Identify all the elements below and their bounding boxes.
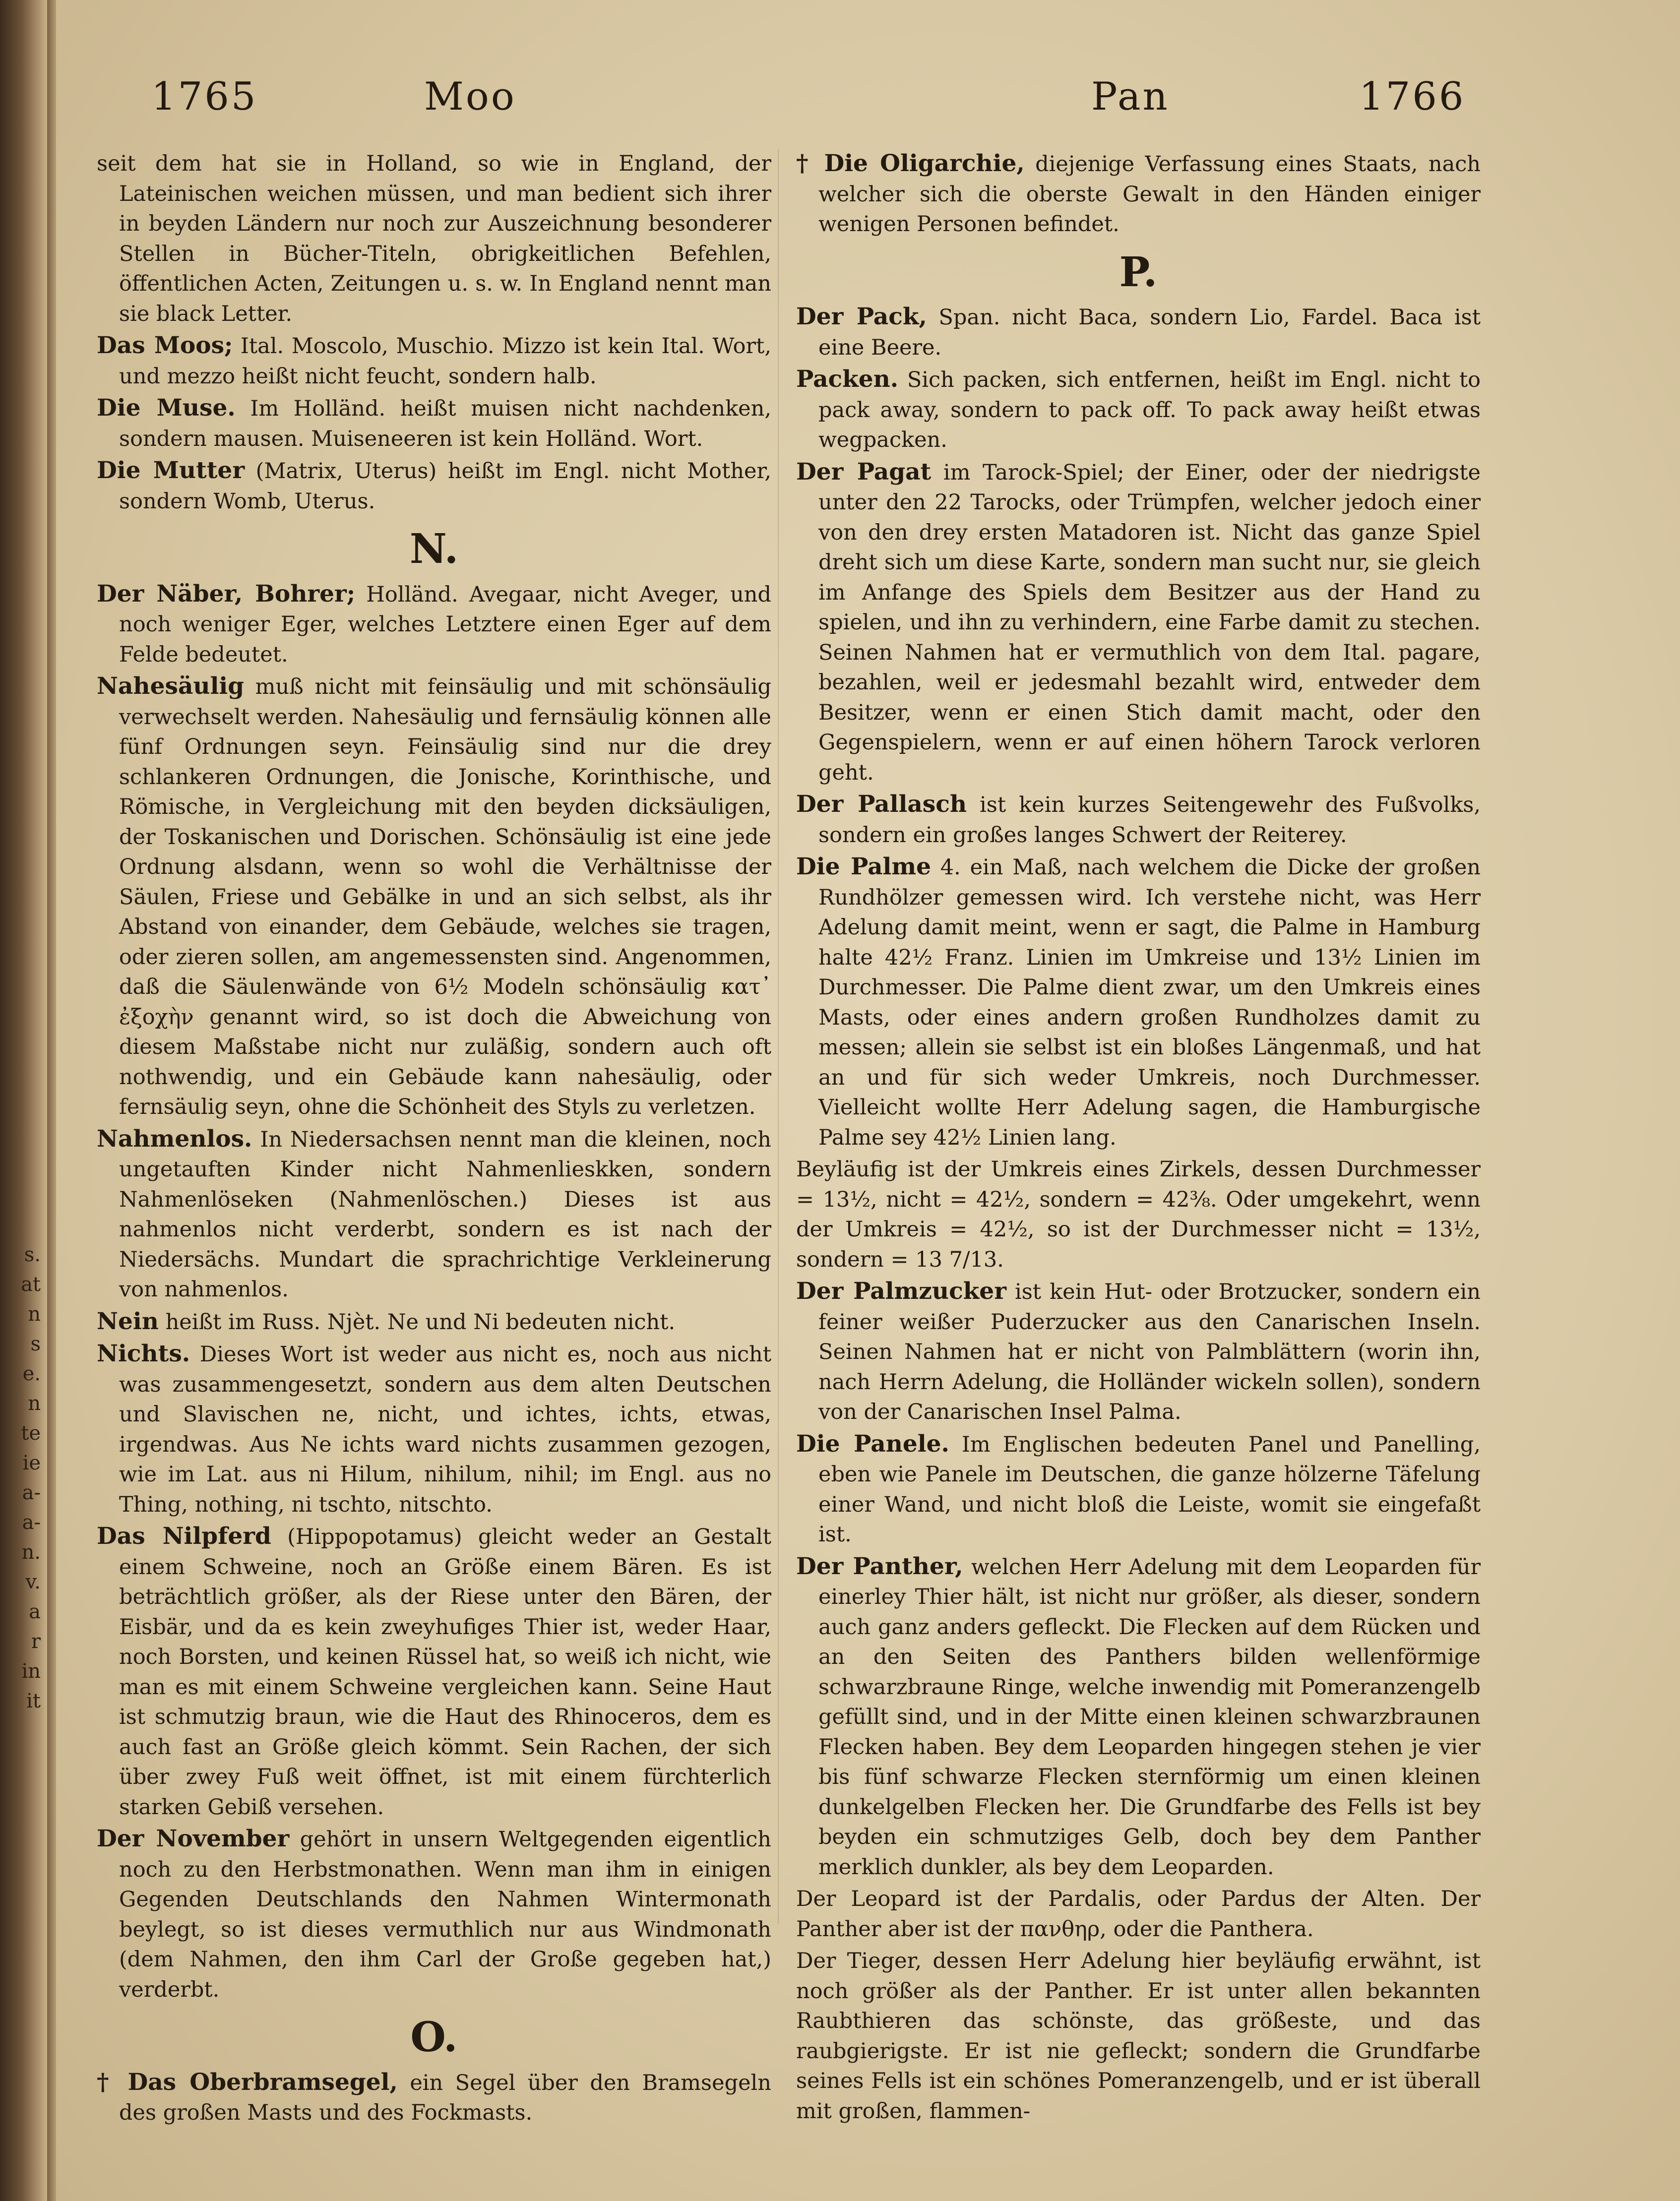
margin-fragment-line: v. [25, 1571, 41, 1593]
margin-fragment-line: a- [22, 1511, 41, 1534]
left-page-number: 1765 [151, 74, 258, 119]
dictionary-entry [796, 1277, 1481, 1427]
entry-text: Beyläufig ist der Umkreis eines Zirkels, dessen Durchmesser = 13½, nicht = 42½, sondern = 42⅜. Oder umgekehrt, wenn der Umkreis = 42½, so ist der Durchmesser nicht = 13½, sondern = 13 7/13. [796, 1157, 1481, 1272]
entry-text: Der Leopard ist der Pardalis, oder Pardus der Alten. Der Panther aber ist der πανθηρ, oder die Panthera. [796, 1887, 1481, 1942]
entry-text: heißt im Russ. Njèt. Ne und Ni bedeuten nicht. [165, 1309, 676, 1335]
right-page-number: 1766 [1359, 74, 1466, 119]
dictionary-entry [97, 672, 771, 1122]
entry-text: Im Holländ. heißt muisen nicht nachdenken, sondern mausen. Muiseneeren ist kein Holländ. Wort. [119, 396, 771, 451]
entry-text: 4. ein Maß, nach welchem die Dicke der großen Rundhölzer gemessen wird. Ich verstehe nicht, was Herr Adelung damit meint, wenn er sagt, die Palme in Hamburg halte 42½ Franz. Linien im Umkreise und 13½ Linien im Durchmesser. Die Palme dient zwar, um den Umkreis eines Masts, oder eines andern großen Rundholzes damit zu messen; allein sie selbst ist ein bloßes Längenmaß, und hat an und für sich weder Umkreis, noch Durchmesser. Vielleicht wollte Herr Adelung sagen, die Hamburgische Palme sey 42½ Linien lang. [818, 855, 1481, 1150]
dictionary-entry [796, 1155, 1481, 1275]
margin-fragment-line: in [21, 1660, 41, 1683]
entry-headword: Der Palmzucker [796, 1278, 1006, 1305]
entry-headword: Das Nilpferd [97, 1523, 271, 1550]
entry-text: muß nicht mit feinsäulig und mit schönsäulig verwechselt werden. Nahesäulig und fernsäulig können alle fünf Ordnungen seyn. Feinsäulig sind nur die drey schlankeren Ordnungen, die Jonische, Korinthische, und Römische, in Vergleichung mit den beyden dicksäuligen, der Toskanischen und Dorischen. Schönsäulig ist eine jede Ordnung alsdann, wenn so wohl die Verhältnisse der Säulen, Friese und Gebälke in und an sich selbst, als ihr Abstand von einander, dem Gebäude, welches sie tragen, oder zieren sollen, am angemessensten sind. Angenommen, daß die Säulenwände von 6½ Modeln schönsäulig κατ᾽ ἐξοχὴν genannt wird, so ist doch die Abweichung von diesem Maßstabe nicht nur zuläßig, sondern auch oft nothwendig, und ein Gebäude kann nahesäulig, oder fernsäulig seyn, ohne die Schönheit des Styls zu verletzen. [119, 674, 772, 1119]
entry-text: (Hippopotamus) gleicht weder an Gestalt einem Schweine, noch an Größe einem Bären. Es ist beträchtlich größer, als der Riese unter den Bären, der Eisbär, und da es kein zweyhufiges Thier ist, weder Haar, noch Borsten, und keinen Rüssel hat, so weiß ich nicht, wie man es mit einem Schweine vergleichen kann. Seine Haut ist schmutzig braun, wie die Haut des Rhinoceros, dem es auch fast an Größe gleich kömmt. Sein Rachen, der sich über zwey Fuß weit öffnet, ist mit einem fürchterlich starken Gebiß versehen. [119, 1525, 771, 1820]
entry-headword: † Die Oligarchie, [796, 150, 1025, 177]
left-column [97, 149, 771, 2130]
section-letter: P. [1119, 248, 1158, 296]
entry-text: Der Tieger, dessen Herr Adelung hier beyläufig erwähnt, ist noch größer als der Panther. Er ist unter allen bekannten Raubthieren das schönste, das größeste, und das raubgierigste. Er ist nie gefleckt; sondern die Grundfarbe seines Fells ist ein schönes Pomeranzengelb, und er ist überall mit großen, flammen- [796, 1949, 1481, 2124]
margin-fragment-line: n. [21, 1541, 41, 1564]
entry-text: ist kein Hut- oder Brotzucker, sondern ein feiner weißer Puderzucker aus den Canarischen Inseln. Seinen Nahmen hat er nicht von Palmblättern (worin ihn, nach Herrn Adelung, die Holländer wickeln sollen), sondern von der Canarischen Insel Palma. [818, 1280, 1481, 1424]
entry-headword: Nahesäulig [97, 673, 245, 700]
entry-text: welchen Herr Adelung mit dem Leoparden für einerley Thier hält, ist nicht nur größer, als dieser, sondern auch ganz anders gefleckt. Die Flecken auf dem Rücken und an den Seiten des Panthers bilden wellenförmige schwarzbraune Ringe, welche inwendig mit Pomeranzengelb gefüllt sind, und in der Mitte einen kleinen schwarzbraunen Flecken haben. Bey dem Leoparden hingegen stehen je vier bis fünf schwarze Flecken sternförmig um einen kleinen dunkelgelben Flecken her. Die Grundfarbe des Fells ist bey beyden ein schmutziges Gelb, doch bey dem Panther merklich dunkler, als bey dem Leoparden. [818, 1554, 1481, 1880]
entry-text: Dieses Wort ist weder aus nicht es, noch aus nicht was zusammengesetzt, sondern aus dem alten Deutschen und Slavischen ne, nicht, und ichtes, ichts, etwas, irgendwas. Aus Ne ichts ward nichts zusammen gezogen, wie im Lat. aus ni Hilum, nihilum, nihil; im Engl. aus no Thing, nothing, ni tschto, nitschto. [119, 1342, 771, 1517]
margin-fragment-line: te [21, 1422, 41, 1445]
right-column [796, 149, 1481, 2128]
dictionary-entry [97, 2068, 771, 2128]
entry-text: In Niedersachsen nennt man die kleinen, noch ungetauften Kinder nicht Nahmenlieskken, sondern Nahmenlöseken (Nahmenlöschen.) Dieses ist aus nahmenlos nicht verderbt, sondern es ist nach der Niedersächs. Mundart die sprachrichtige Verkleinerung von nahmenlos. [119, 1127, 771, 1302]
margin-fragment-line: n [28, 1303, 41, 1326]
entry-text: Holländ. Avegaar, nicht Aveger, und noch weniger Eger, welches Letztere einen Eger auf dem Felde bedeutet. [119, 582, 771, 667]
margin-fragment-line: a [29, 1600, 41, 1623]
entry-headword: Packen. [796, 366, 899, 393]
book-spine [47, 0, 56, 2201]
dictionary-entry [796, 1884, 1481, 1944]
dictionary-entry [97, 149, 771, 329]
dictionary-entry [97, 456, 771, 516]
entry-headword: Die Muse. [97, 394, 236, 422]
dictionary-entry [796, 790, 1481, 850]
dictionary-entry [796, 457, 1481, 788]
dictionary-entry [97, 331, 771, 391]
margin-fragment-line: s [30, 1333, 41, 1355]
entry-text: ein Segel über den Bramsegeln des großen Masts und des Fockmasts. [119, 2070, 771, 2125]
entry-text: Span. nicht Baca, sondern Lio, Fardel. Baca ist eine Beere. [818, 305, 1481, 360]
dictionary-entry [796, 149, 1481, 240]
entry-text: Ital. Moscolo, Muschio. Mizzo ist kein Ital. Wort, und mezzo heißt nicht feucht, sondern halb. [119, 334, 772, 389]
dictionary-entry [796, 852, 1481, 1153]
margin-fragment-line: e. [22, 1362, 41, 1385]
entry-headword: Der Pack, [796, 303, 927, 330]
margin-fragment-line: ie [22, 1452, 41, 1474]
left-catchword: Moo [424, 74, 516, 119]
entry-headword: Nahmenlos. [97, 1125, 252, 1153]
dictionary-entry [97, 393, 771, 454]
entry-headword: Nein [97, 1307, 159, 1335]
entry-headword: Das Moos; [97, 332, 233, 359]
entry-text: diejenige Verfassung eines Staats, nach welcher sich die oberste Gewalt in den Händen einiger wenigen Personen befindet. [818, 152, 1481, 237]
entry-headword: Der Pagat [796, 458, 932, 486]
margin-fragment-line: s. [24, 1243, 41, 1266]
entry-text: ist kein kurzes Seitengewehr des Fußvolks, sondern ein großes langes Schwert der Reiterey. [818, 793, 1481, 848]
entry-text: Im Englischen bedeuten Panel und Panelling, eben wie Panele im Deutschen, die ganze hölzerne Täfelung einer Wand, und nicht bloß die Leiste, womit sie eingefaßt ist. [818, 1432, 1481, 1547]
entry-text: im Tarock-Spiel; der Einer, oder der niedrigste unter den 22 Tarocks, oder Trümpfen, welcher jedoch einer von den drey ersten Matadoren ist. Nicht das ganze Spiel dreht sich um diese Karte, sondern man sucht nur, sie gleich im Anfange des Spiels dem Besitzer aus der Hand zu spielen, und ihn zu verhindern, eine Farbe damit zu stechen. Seinen Nahmen hat er vermuthlich von dem Ital. pagare, bezahlen, weil er jedesmahl bezahlt wird, entweder dem Besitzer, wenn er einen Stich damit macht, oder den Gegenspielern, wenn er auf einen höhern Tarock verloren geht. [818, 460, 1481, 785]
dictionary-entry [97, 579, 771, 670]
entry-text: gehört in unsern Weltgegenden eigentlich noch zu den Herbstmonathen. Wenn man ihm in einigen Gegenden Deutschlands den Nahmen Wintermonath beylegt, so ist dieses vermuthlich nur aus Windmonath (dem Nahmen, den ihm Carl der Große gegeben hat,) verderbt. [119, 1827, 771, 2002]
entry-headword: † Das Oberbramsegel, [97, 2068, 398, 2096]
entry-text: (Matrix, Uterus) heißt im Engl. nicht Mother, sondern Womb, Uterus. [119, 459, 771, 514]
entry-headword: Die Palme [796, 853, 932, 880]
section-letter: O. [410, 2014, 458, 2061]
margin-fragment [6, 1240, 41, 1984]
margin-fragment-line: n [28, 1392, 41, 1415]
dictionary-entry [97, 1339, 771, 1520]
entry-headword: Der November [97, 1825, 290, 1852]
margin-fragment-line: r [31, 1630, 41, 1653]
entry-headword: Nichts. [97, 1340, 190, 1367]
entry-text: seit dem hat sie in Holland, so wie in England, der Lateinischen weichen müssen, und man bedient sich ihrer in beyden Ländern nur noch zur Auszeichnung besonderer Stellen in Bücher-Titeln, obrigkeitlichen Befehlen, öffentlichen Acten, Zeitungen u. s. w. In England nennt man sie black Letter. [97, 151, 771, 326]
entry-headword: Der Pallasch [796, 791, 967, 818]
margin-fragment-line: at [21, 1273, 41, 1296]
dictionary-entry [97, 1124, 771, 1305]
margin-fragment-line: it [26, 1690, 41, 1712]
section-letter: N. [409, 525, 459, 573]
dictionary-entry [796, 1552, 1481, 1883]
dictionary-entry [796, 302, 1481, 363]
dictionary-entry [796, 365, 1481, 455]
margin-fragment-line: a- [22, 1481, 41, 1504]
entry-headword: Der Panther, [796, 1552, 963, 1580]
dictionary-entry [97, 1824, 771, 2005]
entry-text: Sich packen, sich entfernen, heißt im Engl. nicht to pack away, sondern to pack off. To pack away heißt etwas wegpacken. [818, 367, 1481, 452]
right-catchword: Pan [1091, 74, 1170, 119]
dictionary-entry [97, 1307, 771, 1338]
dictionary-entry [796, 1946, 1481, 2126]
column-gutter [778, 149, 779, 1924]
entry-headword: Die Panele. [796, 1430, 949, 1458]
entry-headword: Der Näber, Bohrer; [97, 580, 356, 608]
dictionary-entry [97, 1522, 771, 1822]
dictionary-entry [796, 1429, 1481, 1550]
entry-headword: Die Mutter [97, 457, 245, 484]
